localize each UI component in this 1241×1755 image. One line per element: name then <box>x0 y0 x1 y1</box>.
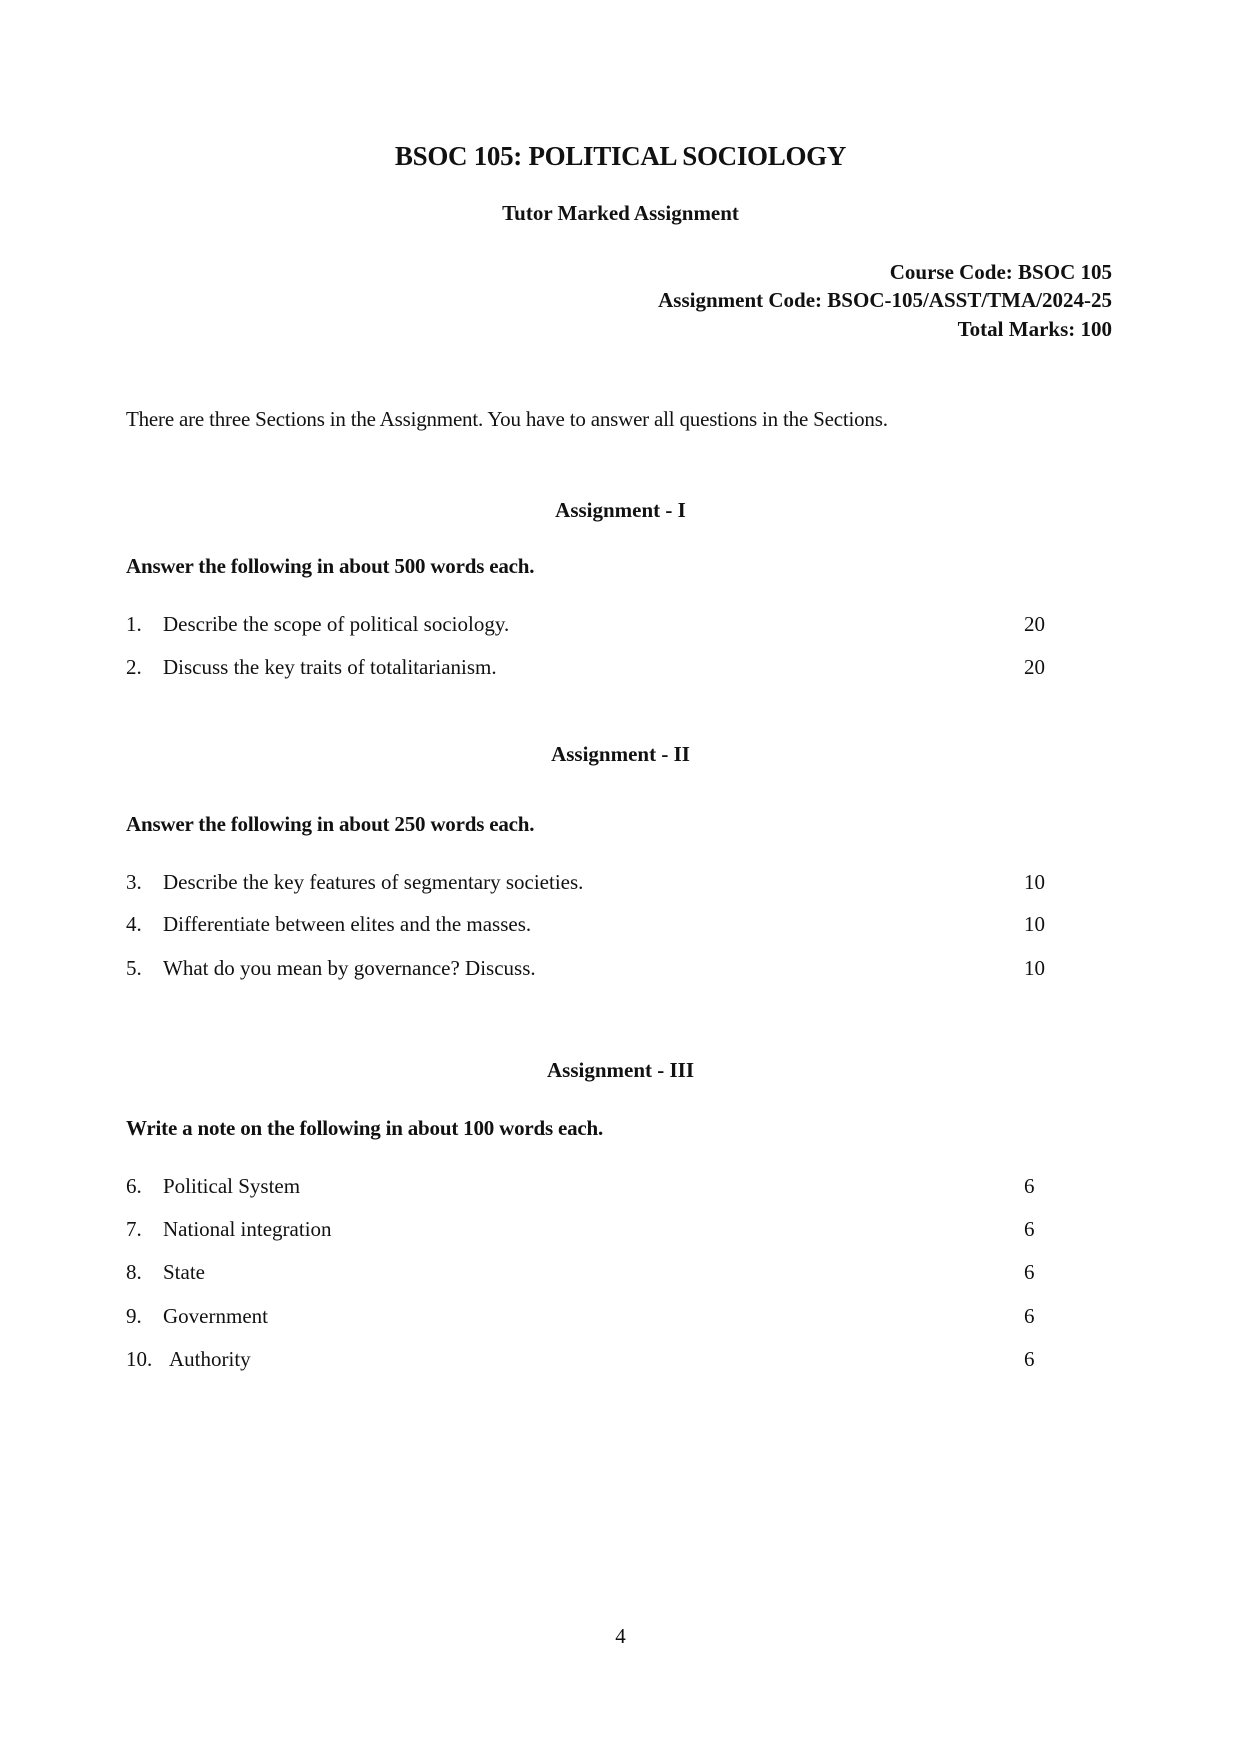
question-marks: 6 <box>1024 1347 1035 1371</box>
question-marks: 6 <box>1024 1174 1035 1198</box>
question-number: 7. <box>126 1217 142 1241</box>
question-text: Political System <box>163 1174 301 1198</box>
question-text: Authority <box>169 1347 251 1371</box>
document-subtitle: Tutor Marked Assignment <box>502 201 739 225</box>
section-heading: Assignment - II <box>551 742 690 766</box>
question-text: National integration <box>163 1217 332 1241</box>
question-marks: 6 <box>1024 1260 1035 1284</box>
question-number: 9. <box>126 1304 142 1328</box>
question-marks: 10 <box>1024 956 1045 980</box>
question-number: 3. <box>126 870 142 894</box>
question-number: 5. <box>126 956 142 980</box>
intro-text: There are three Sections in the Assignment. You have to answer all questions in the Sections. <box>126 407 888 431</box>
section-instruction: Write a note on the following in about 100 words each. <box>126 1116 604 1140</box>
question-text: What do you mean by governance? Discuss. <box>163 956 536 980</box>
question-marks: 10 <box>1024 870 1045 894</box>
question-number: 10. <box>126 1347 153 1371</box>
course-code: Course Code: BSOC 105 <box>889 260 1112 284</box>
question-text: State <box>163 1260 205 1284</box>
question-marks: 20 <box>1024 655 1045 679</box>
question-marks: 20 <box>1024 612 1045 636</box>
assignment-code: Assignment Code: BSOC-105/ASST/TMA/2024-25 <box>658 288 1112 312</box>
question-number: 4. <box>126 912 142 936</box>
question-marks: 6 <box>1024 1304 1035 1328</box>
question-number: 2. <box>126 655 142 679</box>
section-instruction: Answer the following in about 500 words each. <box>126 554 535 578</box>
question-marks: 6 <box>1024 1217 1035 1241</box>
section-heading: Assignment - III <box>546 1058 695 1082</box>
document-title: BSOC 105: POLITICAL SOCIOLOGY <box>394 141 847 171</box>
question-text: Describe the scope of political sociology. <box>163 612 510 636</box>
question-text: Discuss the key traits of totalitarianism. <box>163 655 497 679</box>
section-heading: Assignment - I <box>555 498 686 522</box>
question-number: 6. <box>126 1174 142 1198</box>
question-text: Describe the key features of segmentary societies. <box>163 870 584 894</box>
question-marks: 10 <box>1024 912 1045 936</box>
section-instruction: Answer the following in about 250 words each. <box>126 812 535 836</box>
question-number: 8. <box>126 1260 142 1284</box>
question-text: Government <box>163 1304 268 1328</box>
question-text: Differentiate between elites and the masses. <box>163 912 532 936</box>
total-marks: Total Marks: 100 <box>957 317 1112 341</box>
question-number: 1. <box>126 612 142 636</box>
page-number: 4 <box>615 1624 626 1648</box>
